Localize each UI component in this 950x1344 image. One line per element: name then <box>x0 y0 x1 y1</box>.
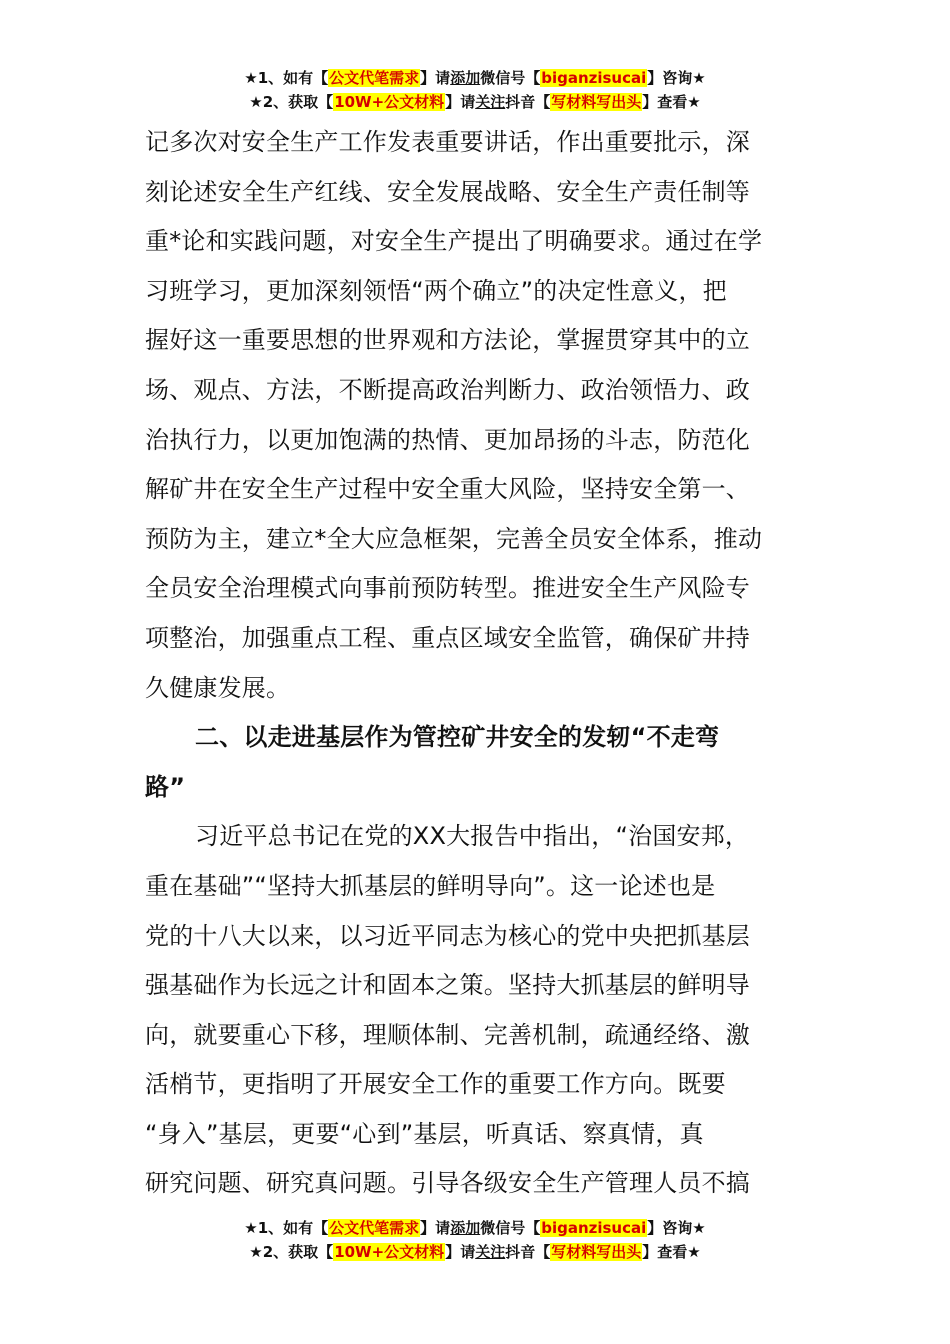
document-body <box>145 118 805 1209</box>
banner-highlight: 写材料写出头 <box>551 1243 642 1261</box>
section-heading: 二、以走进基层作为管控矿井安全的发轫“不走弯 <box>195 723 720 752</box>
banner-underline: 关注 <box>475 1243 506 1261</box>
body-line: 预防为主，建立*全大应急框架，完善全员安全体系，推动 <box>145 524 763 553</box>
body-line: 握好这一重要思想的世界观和方法论，掌握贯穿其中的立 <box>145 326 750 355</box>
body-line: 研究问题、研究真问题。引导各级安全生产管理人员不搞 <box>145 1169 750 1198</box>
header-banner <box>0 66 950 114</box>
body-line: 解矿井在安全生产过程中安全重大风险，坚持安全第一、 <box>145 475 750 504</box>
banner-text: ★1、如有【 <box>244 1219 329 1237</box>
banner-text: 】查看★ <box>642 93 701 111</box>
footer-banner <box>0 1216 950 1264</box>
banner-highlight: 10W+公文材料 <box>334 1243 445 1261</box>
banner-line-1 <box>0 66 950 90</box>
body-line: 习近平总书记在党的XX大报告中指出，“治国安邦， <box>195 822 750 851</box>
banner-line-1 <box>0 1216 950 1240</box>
body-line: 重*论和实践问题，对安全生产提出了明确要求。通过在学 <box>145 227 763 256</box>
body-line: 刻论述安全生产红线、安全发展战略、安全生产责任制等 <box>145 177 750 206</box>
body-line: 强基础作为长远之计和固本之策。坚持大抓基层的鲜明导 <box>145 971 750 1000</box>
body-line: 场、观点、方法，不断提高政治判断力、政治领悟力、政 <box>145 375 750 404</box>
body-line: 活梢节，更指明了开展安全工作的重要工作方向。既要 <box>145 1070 726 1099</box>
banner-highlight: 写材料写出头 <box>551 93 642 111</box>
body-line: “身入”基层，更要“心到”基层，听真话、察真情，真 <box>145 1119 704 1148</box>
body-line: 习班学习，更加深刻领悟“两个确立”的决定性意义，把 <box>145 276 727 305</box>
banner-text: 抖音【 <box>505 1243 551 1261</box>
body-line: 全员安全治理模式向事前预防转型。推进安全生产风险专 <box>145 574 750 603</box>
banner-highlight: 公文代笔需求 <box>329 1219 420 1237</box>
banner-text: 微信号【 <box>480 69 541 87</box>
banner-text: 】请 <box>420 69 451 87</box>
banner-text: 】请 <box>445 1243 476 1261</box>
body-line: 重在基础”“坚持大抓基层的鲜明导向”。这一论述也是 <box>145 871 716 900</box>
banner-highlight: 公文代笔需求 <box>329 69 420 87</box>
body-line: 久健康发展。 <box>145 673 291 702</box>
body-line: 治执行力，以更加饱满的热情、更加昂扬的斗志，防范化 <box>145 425 750 454</box>
banner-text: 】查看★ <box>642 1243 701 1261</box>
banner-line-2 <box>0 90 950 114</box>
banner-text: 】咨询★ <box>647 69 706 87</box>
banner-highlight: biganzisucai <box>541 1219 647 1237</box>
banner-text: ★2、获取【 <box>249 1243 334 1261</box>
banner-text: 】请 <box>445 93 476 111</box>
body-line: 记多次对安全生产工作发表重要讲话，作出重要批示，深 <box>145 128 750 156</box>
body-line: 项整治，加强重点工程、重点区域安全监管，确保矿井持 <box>145 623 750 652</box>
banner-underline: 添加 <box>450 69 481 87</box>
banner-text: 】请 <box>420 1219 451 1237</box>
section-heading-cont: 路” <box>145 772 186 801</box>
banner-highlight: biganzisucai <box>541 69 647 87</box>
banner-line-2 <box>0 1240 950 1264</box>
banner-text: ★2、获取【 <box>249 93 334 111</box>
banner-text: 微信号【 <box>480 1219 541 1237</box>
banner-underline: 关注 <box>475 93 506 111</box>
banner-text: ★1、如有【 <box>244 69 329 87</box>
banner-text: 抖音【 <box>505 93 551 111</box>
banner-underline: 添加 <box>450 1219 481 1237</box>
banner-text: 】咨询★ <box>647 1219 706 1237</box>
body-line: 党的十八大以来，以习近平同志为核心的党中央把抓基层 <box>145 921 750 950</box>
body-line: 向，就要重心下移，理顺体制、完善机制，疏通经络、激 <box>145 1020 750 1049</box>
banner-highlight: 10W+公文材料 <box>334 93 445 111</box>
